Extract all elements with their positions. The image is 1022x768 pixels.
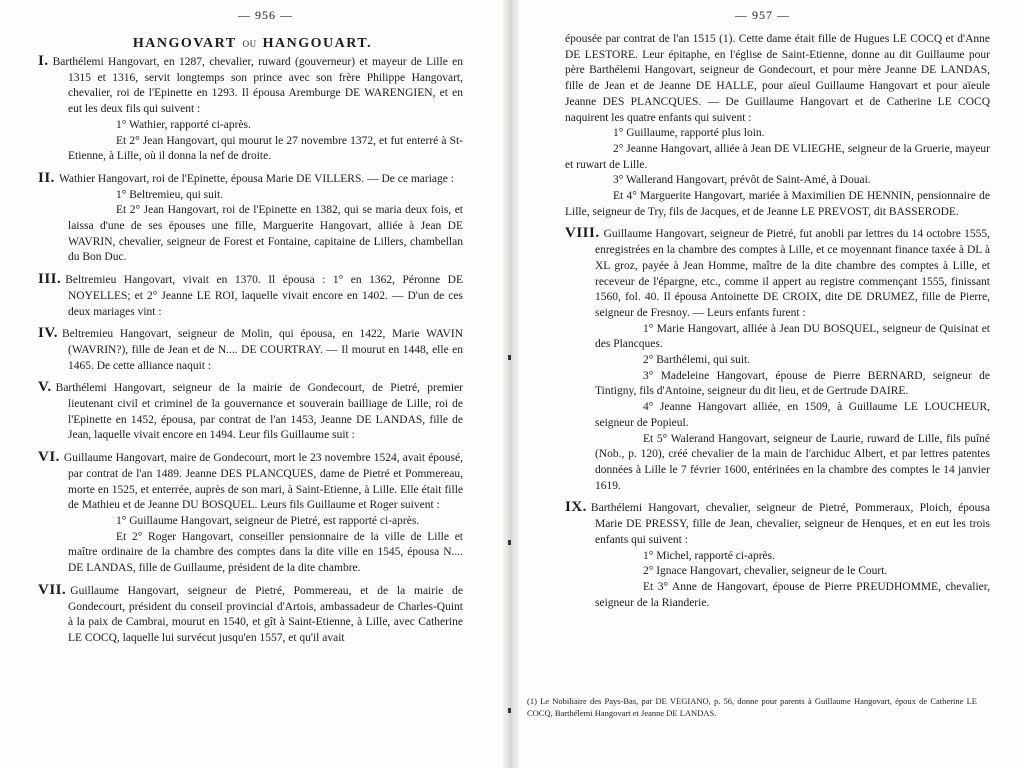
child-item: [565, 173, 990, 189]
child-item: [565, 400, 990, 431]
child-item: [565, 549, 990, 565]
entry-text: 1° Marie Hangovart, alliée à Jean DU BOSQUEL, seigneur de Quisinat et des Plancques.: [595, 322, 990, 351]
genealogy-entry: [38, 583, 463, 647]
entry-text: Beltremieu Hangovart, vivait en 1370. Il épousa : 1° en 1362, Péronne DE NOYELLES; et 2° Jeanne LE ROI, laquelle vivait encore en 1402. — D'un de ces deux mariages vint :: [65, 274, 463, 318]
entry-text: Barthélemi Hangovart, seigneur de la mairie de Gondecourt, de Pietré, premier lieutenant civil et criminel de la gouvernance et souverain bailliage de Lille, roi de l'Epinette en 1452, épousa, par contrat de l'an 1453, Jeanne DE LANDAS, fille de Jean, laquelle vivait encore en 1494. Leur fils Guillaume suit :: [55, 382, 463, 442]
entry-text: 4° Jeanne Hangovart alliée, en 1509, à Guillaume LE LOUCHEUR, seigneur de Popieul.: [595, 401, 990, 429]
gutter-mark: [508, 355, 511, 360]
page-number: — 956 —: [238, 8, 293, 22]
left-text-column: [38, 54, 463, 647]
entry-text: 2° Ignace Hangovart, chevalier, seigneur de le Court.: [643, 565, 888, 578]
generation-numeral: I.: [38, 53, 49, 69]
entry-text: Guillaume Hangovart, maire de Gondecourt, mort le 23 novembre 1524, avait épousé, par contrat de l'an 1489. Jeanne DES PLANCQUES, dame de Pietré et Pommereau, morte en 1525, et enterrée, auprès de son mari, à Saint-Etienne, à Lille. Elle était fille de Mathieu et de Jeanne DU BOSQUEL. Leurs fils Guillaume et Roger suivent :: [63, 452, 463, 512]
title-main: HANGOVART: [132, 36, 237, 51]
entry-text: Et 2° Jean Hangovart, qui mourut le 27 novembre 1372, et fut enterré à St-Etienne, à Lille, où il donna la nef de droite.: [68, 134, 463, 163]
genealogy-entry: [565, 500, 990, 548]
generation-numeral: II.: [38, 169, 55, 186]
entry-text: Guillaume Hangovart, seigneur de Pietré, fut anobli par lettres du 14 octobre 1555, enregistrées en la chambre des comptes à Lille, et ce moyennant finance taxée à DL à XL groz, payée à Jean Homme, maître de la dite chambre des comptes à Lille, et receveur de l'épargne, etc., comme il appert au registre commençant 1555, finissant 1560, fol. 40. Il épousa Antoinette DE CROIX, dite DE DRUMEZ, fille de Pierre, seigneur de Fresnoy. — Leurs enfants furent :: [595, 228, 990, 319]
generation-numeral: V.: [38, 379, 52, 396]
genealogy-entry: [38, 326, 463, 374]
child-item: [565, 126, 990, 142]
child-item: [565, 564, 990, 580]
genealogy-entry: [38, 171, 463, 188]
entry-text: Et 5° Walerand Hangovart, seigneur de Laurie, ruward de Lille, fils puîné (Nob., p. 120), créé chevalier de la main de l'archiduc Albert, et par lettres patentes données à Lille le 7 février 1600, entérinées en la chambre des comptes le 14 janvier 1619.: [595, 432, 990, 492]
child-item: [38, 530, 463, 577]
genealogy-entry: [38, 54, 463, 118]
entry-text: 1° Guillaume, rapporté plus loin.: [613, 127, 765, 140]
child-item: [38, 188, 463, 204]
right-text-column: [565, 32, 990, 611]
generation-numeral: VI.: [38, 449, 60, 466]
genealogy-entry: [565, 32, 990, 126]
child-item: [565, 142, 990, 173]
footnote: [527, 695, 977, 719]
entry-text: Et 2° Jean Hangovart, roi de l'Epinette en 1382, qui se maria deux fois, et laissa d'une de ses épouses une fille, Marguerite Hangovart, alliée à Jean DE WAVRIN, chevalier, seigneur de Forest et Fontaine, capitaine de Lillers, chambellan du Bon Duc.: [68, 204, 463, 264]
child-item: [565, 580, 990, 611]
genealogy-entry: [38, 272, 463, 320]
child-item: [38, 514, 463, 530]
entry-text: 2° Barthélemi, qui suit.: [643, 354, 751, 367]
generation-numeral: IX.: [565, 499, 587, 516]
child-item: [38, 134, 463, 165]
child-item: [565, 432, 990, 495]
entry-text: 1° Beltremieu, qui suit.: [116, 188, 224, 201]
entry-text: Barthélemi Hangovart, en 1287, chevalier, ruward (gouverneur) et mayeur de Lille en 1315 et 1316, servit longtemps son prince avec son frère Philippe Hangovart, chevalier, roi de l'Epinette en 1293. Il épousa Aremburge DE WARENGIEN, et en eut les deux fils qui suivent :: [52, 56, 463, 116]
entry-text: Et 3° Anne de Hangovart, épouse de Pierre PREUDHOMME, chevalier, seigneur de la Rianderie.: [595, 580, 990, 609]
entry-text: Et 4° Marguerite Hangovart, mariée à Maximilien DE HENNIN, pensionnaire de Lille, seigneur de Try, fils de Jacques, et de Jeanne LE PREVOST, dit BASSERODE.: [565, 190, 990, 218]
generation-numeral: III.: [38, 271, 62, 288]
entry-text: Et 2° Roger Hangovart, conseiller pensionnaire de la ville de Lille et maître ordinaire de la chambre des comptes dans la dite ville en 1545, épousa N.... DE LANDAS, fille de Guillaume, président de la dite chambre.: [68, 530, 463, 575]
genealogy-entry: [38, 450, 463, 514]
genealogy-entry: [38, 380, 463, 444]
child-item: [565, 189, 990, 220]
entry-text: 3° Wallerand Hangovart, prévôt de Saint-Amé, à Douai.: [613, 174, 871, 187]
right-page: [517, 0, 1022, 768]
gutter-mark: [508, 540, 511, 545]
title-alt: HANGOUART.: [262, 36, 373, 51]
page-title: [0, 36, 505, 52]
left-page: [0, 0, 505, 768]
generation-numeral: VIII.: [565, 225, 600, 242]
gutter-mark: [508, 708, 511, 713]
entry-text: Wathier Hangovart, roi de l'Epinette, épousa Marie DE VILLERS. — De ce mariage :: [58, 172, 454, 185]
child-item: [565, 322, 990, 353]
title-ou: OU: [242, 39, 257, 49]
child-item: [38, 118, 463, 134]
entry-text: Barthélemi Hangovart, chevalier, seigneur de Pietré, Pommeraux, Ploich, épousa Marie DE PRESSY, fille de Jean, chevalier, seigneur de Henques, et en eut les trois enfants qui suivent :: [590, 502, 990, 546]
footnote-text: (1) Le Nobiliaire des Pays-Bas, par DE VEGIANO, p. 56, donne pour parents à Guillaume Hangovart, époux de Catherine LE COCQ, Barthélemi Hangovart et Jeanne DE LANDAS.: [527, 696, 977, 718]
entry-text: épousée par contrat de l'an 1515 (1). Cette dame était fille de Hugues LE COCQ et d'Anne DE LESTORE. Leur épitaphe, en l'église de Saint-Etienne, donne au dit Guillaume pour père Barthélemi Hangovart, seigneur de Gondecourt, et pour mère Jeanne DE LANDAS, fille de Jean et de Jeanne DE HALLE, pour aïeul Guillaume Hangovart et pour aïeule Jeanne DES PLANCQUES. — De Guillaume Hangovart et de Catherine LE COCQ naquirent les quatre enfants qui suivent :: [565, 33, 990, 124]
entry-text: 1° Guillaume Hangovart, seigneur de Pietré, est rapporté ci-après.: [116, 514, 420, 527]
entry-text: 2° Jeanne Hangovart, alliée à Jean DE VLIEGHE, seigneur de la Gruerie, mayeur et ruwart de Lille.: [565, 142, 990, 171]
generation-numeral: IV.: [38, 325, 58, 342]
page-number: — 957 —: [735, 8, 790, 22]
entry-text: Guillaume Hangovart, seigneur de Pietré, Pommereau, et de la mairie de Gondecourt, président du conseil provincial d'Artois, ambassadeur de Charles-Quint à la paix de Cambrai, mourut en 1540, et gît à Saint-Etienne, à Lille, avec Catherine LE COCQ, laquelle lui survécut jusqu'en 1557, et qu'il avait: [68, 584, 463, 644]
entry-text: Beltremieu Hangovart, seigneur de Molin, qui épousa, en 1422, Marie WAVIN (WAVRIN?), fille de Jean et de N.... DE COURTRAY. — Il mourut en 1448, elle en 1465. De cette alliance naquit :: [62, 328, 463, 372]
child-item: [565, 353, 990, 369]
genealogy-entry: [565, 226, 990, 321]
entry-text: 1° Michel, rapporté ci-après.: [643, 549, 776, 562]
child-item: [38, 203, 463, 266]
entry-text: 3° Madeleine Hangovart, épouse de Pierre BERNARD, seigneur de Tintigny, fils d'Antoine, seigneur du dit lieu, et de Gertrude DAIRE.: [595, 369, 990, 398]
entry-text: 1° Wathier, rapporté ci-après.: [116, 118, 251, 131]
generation-numeral: VII.: [38, 581, 67, 598]
child-item: [565, 369, 990, 400]
